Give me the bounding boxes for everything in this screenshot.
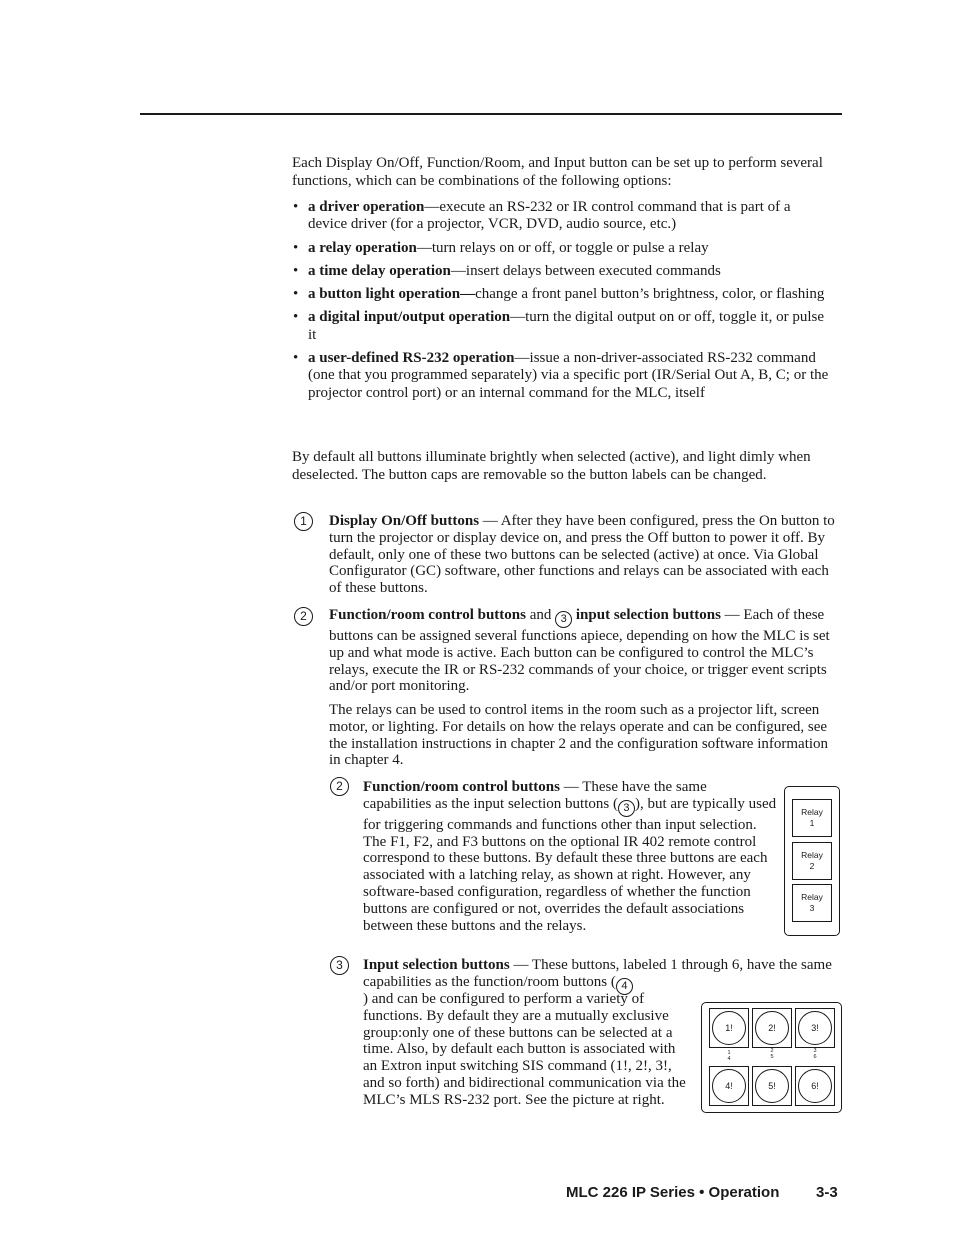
input-buttons-paragraph-body: ) and can be configured to perform a variety of functions. By default they are a mutually exclusive group:only one of these buttons can be selected at a time. Also, by default each button is associated with an Extron input switching SIS command (1!, 2!, 3!, and so forth) and bidirectional communication via the MLC’s MLS RS-232 port. See the picture at right. (363, 991, 686, 1108)
relay-1-button: Relay 1 (792, 799, 832, 837)
relay-3-button: Relay 3 (792, 884, 832, 922)
display-onoff-paragraph: Display On/Off buttons — After they have been configured, press the On button to turn the projector or display device on, and press the Off button to power it off. By default, only one of these two buttons can be selected (active) at once. Via Global Configurator (GC) software, other functions and relays can be associated with each of these buttons. (329, 513, 835, 597)
callout-3-icon: 3 (618, 800, 635, 817)
intro-paragraph: Each Display On/Off, Function/Room, and Input button can be set up to perform several functions, which can be combinations of the following options: (292, 155, 823, 189)
input-buttons-paragraph-b (363, 957, 693, 974)
list-item: • a driver operation—execute an RS-232 or IR control command that is part of a device driver (for a projector, VCR, DVD, audio source, etc.) (292, 199, 832, 234)
function-buttons-paragraph: Function/room control buttons — These have the same capabilities as the input selection buttons ( 3 ), but are typically used for triggering commands and functions other than input selection. The F1, F2, and F3 buttons on the optional IR 402 remote control correspond to these buttons. By default these three buttons are each associated with a latching relay, as shown at right. However, any software-based configuration, regardless of whether the function buttons are configured or not, overrides the default associations between these buttons and the relays. (363, 779, 777, 934)
callout-1-icon: 1 (294, 512, 313, 531)
callout-3-icon: 3 (555, 611, 572, 628)
input-1-button: 1! (709, 1008, 749, 1048)
list-item: • a digital input/output operation—turn the digital output on or off, toggle it, or pulse it (292, 309, 832, 344)
relay-2-button: Relay 2 (792, 842, 832, 880)
tiny-label: 2 5 (770, 1048, 774, 1060)
callout-2-icon: 2 (294, 607, 313, 626)
list-item: • a time delay operation—insert delays between executed commands (292, 263, 832, 280)
options-list (292, 199, 832, 408)
callout-3-icon: 3 (330, 956, 349, 975)
input-4-button: 4! (709, 1066, 749, 1106)
page-number: 3-3 (816, 1184, 838, 1201)
function-room-paragraph: Function/room control buttons and 3 input selection buttons — Each of these buttons can be assigned several functions apiece, depending on how the MLC is set up and what mode is active. Each button can be configured to control the MLC’s relays, execute the IR or RS-232 commands of your choice, or trigger event scripts and/or port monitoring. (329, 607, 830, 695)
relay-panel-diagram (784, 786, 840, 936)
callout-2-icon: 2 (330, 777, 349, 796)
list-item: • a relay operation—turn relays on or off, or toggle or pulse a relay (292, 240, 832, 257)
tiny-label: 3 6 (813, 1048, 817, 1060)
relays-paragraph: The relays can be used to control items in the room such as a projector lift, screen motor, or lighting. For details on how the relays operate and can be configured, see the installation instructions in chapter 2 and the configuration software information in chapter 4. (329, 702, 829, 769)
input-5-button: 5! (752, 1066, 792, 1106)
input-panel-diagram (701, 1002, 842, 1113)
input-3-button: 3! (795, 1008, 835, 1048)
callout-4-icon: 4 (616, 978, 633, 995)
list-item: • a button light operation—change a front panel button’s brightness, color, or flashing (292, 286, 832, 303)
footer-title: MLC 226 IP Series • Operation (566, 1184, 780, 1201)
header-rule (140, 113, 842, 115)
input-6-button: 6! (795, 1066, 835, 1106)
default-paragraph: By default all buttons illuminate brightly when selected (active), and light dimly when deselected. The button caps are removable so the button labels can be changed. (292, 449, 811, 483)
list-item: • a user-defined RS-232 operation—issue a non-driver-associated RS-232 command (one that you programmed separately) via a specific port (IR/Serial Out A, B, C; or the projector control port) or an internal command for the MLC, itself (292, 350, 832, 402)
input-2-button: 2! (752, 1008, 792, 1048)
tiny-label: 1 4 (727, 1050, 731, 1062)
input-buttons-paragraph-a: Input selection buttons — These buttons, labeled 1 through 6, have the same capabilities as the function/room buttons ( 4 (363, 957, 837, 995)
